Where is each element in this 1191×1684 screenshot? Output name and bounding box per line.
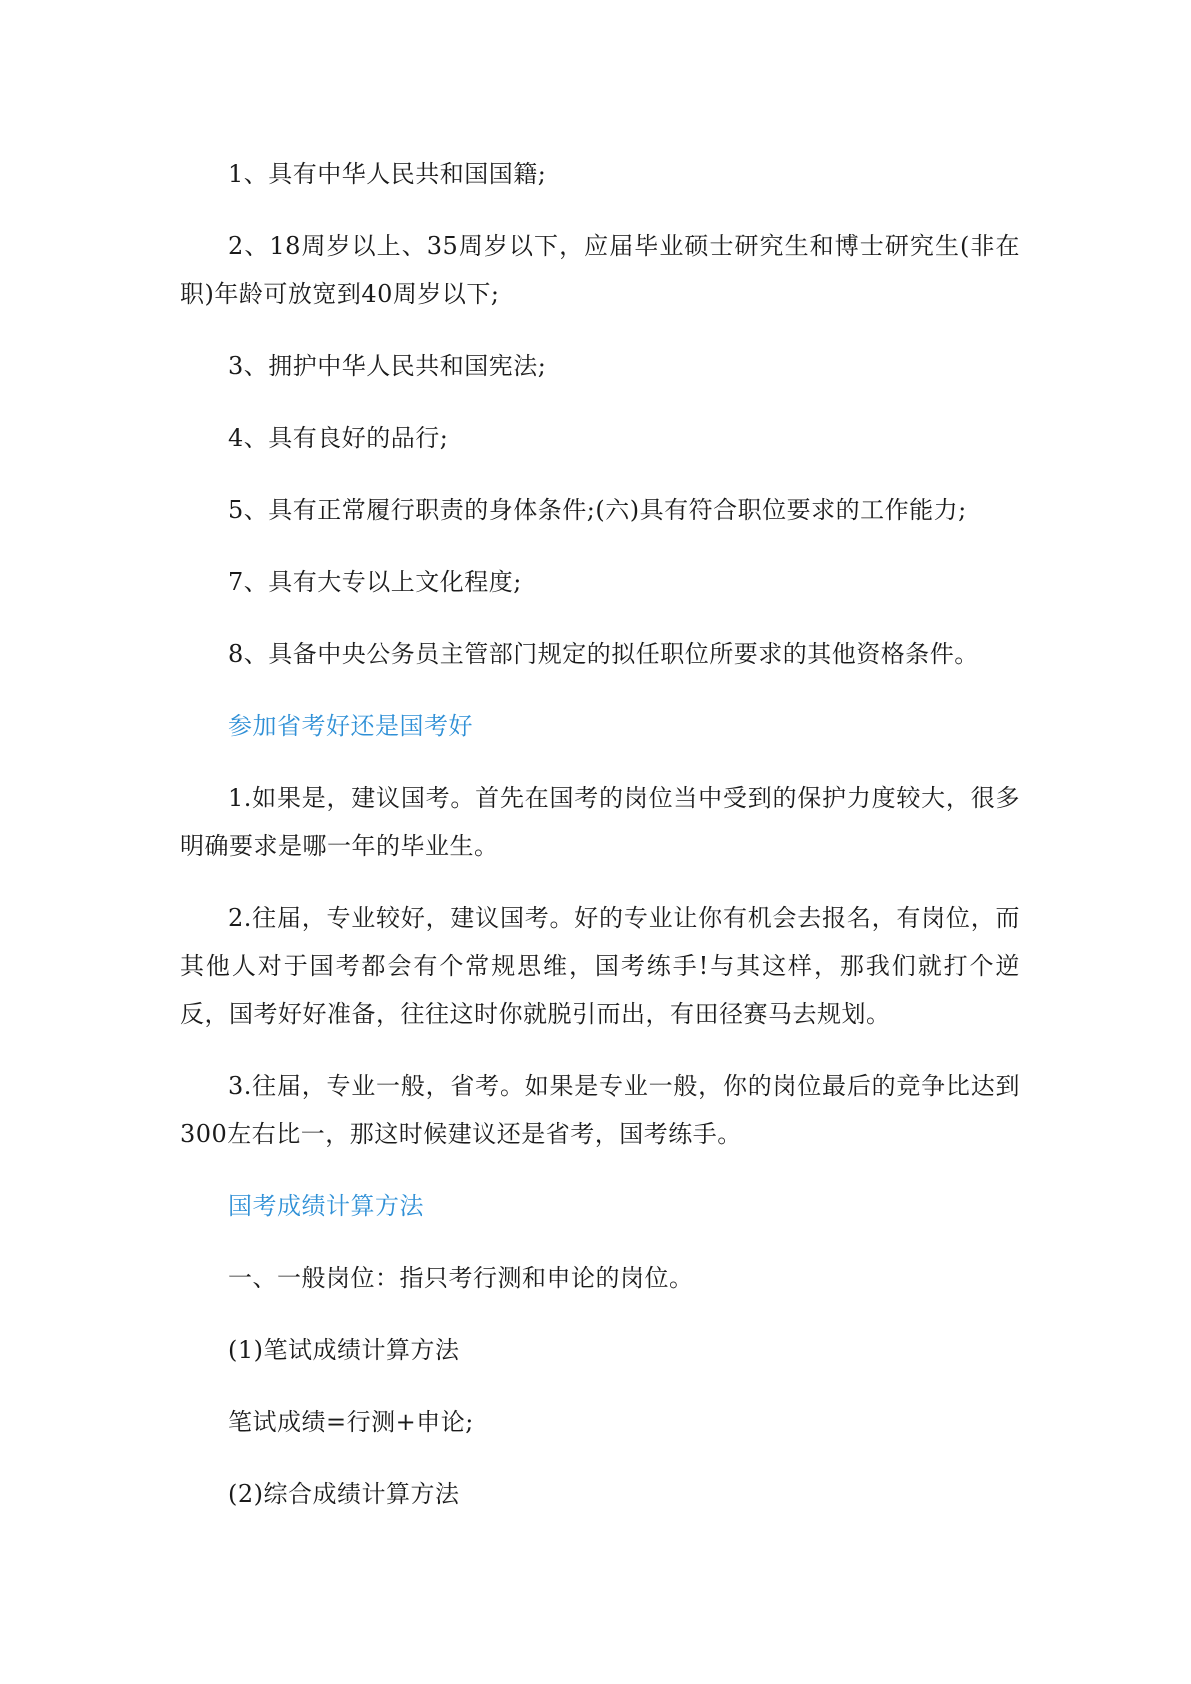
advice-2: 2.往届，专业较好，建议国考。好的专业让你有机会去报名，有岗位，而其他人对于国考都会有个常规思维，国考练手!与其这样，那我们就打个逆反，国考好好准备，往往这时你就脱引而出，有田径赛马去规划。 xyxy=(180,904,1020,1028)
advice-1: 1.如果是，建议国考。首先在国考的岗位当中受到的保护力度较大，很多明确要求是哪一年的毕业生。 xyxy=(180,784,1020,860)
requirement-4: 4、具有良好的品行; xyxy=(228,424,449,452)
requirement-7: 7、具有大专以上文化程度; xyxy=(228,568,522,596)
section-heading-provincial-vs-national: 参加省考好还是国考好 xyxy=(228,712,473,740)
written-score-method-heading: (1)笔试成绩计算方法 xyxy=(228,1336,460,1364)
advice-3: 3.往届，专业一般，省考。如果是专业一般，你的岗位最后的竞争比达到300左右比一，那这时候建议还是省考，国考练手。 xyxy=(180,1072,1020,1148)
requirement-3: 3、拥护中华人民共和国宪法; xyxy=(228,352,547,380)
requirement-8: 8、具备中央公务员主管部门规定的拟任职位所要求的其他资格条件。 xyxy=(228,640,979,668)
requirement-5: 5、具有正常履行职责的身体条件;(六)具有符合职位要求的工作能力; xyxy=(228,496,967,524)
requirement-2: 2、18周岁以上、35周岁以下，应届毕业硕士研究生和博士研究生(非在职)年龄可放宽到40周岁以下; xyxy=(180,232,1020,308)
written-score-formula: 笔试成绩=行测+申论; xyxy=(228,1408,474,1436)
section-heading-score-calculation: 国考成绩计算方法 xyxy=(228,1192,424,1220)
composite-score-method-heading: (2)综合成绩计算方法 xyxy=(228,1480,460,1508)
document-body xyxy=(180,150,1020,1518)
requirement-1: 1、具有中华人民共和国国籍; xyxy=(228,160,547,188)
score-general-positions: 一、一般岗位：指只考行测和申论的岗位。 xyxy=(228,1264,694,1292)
